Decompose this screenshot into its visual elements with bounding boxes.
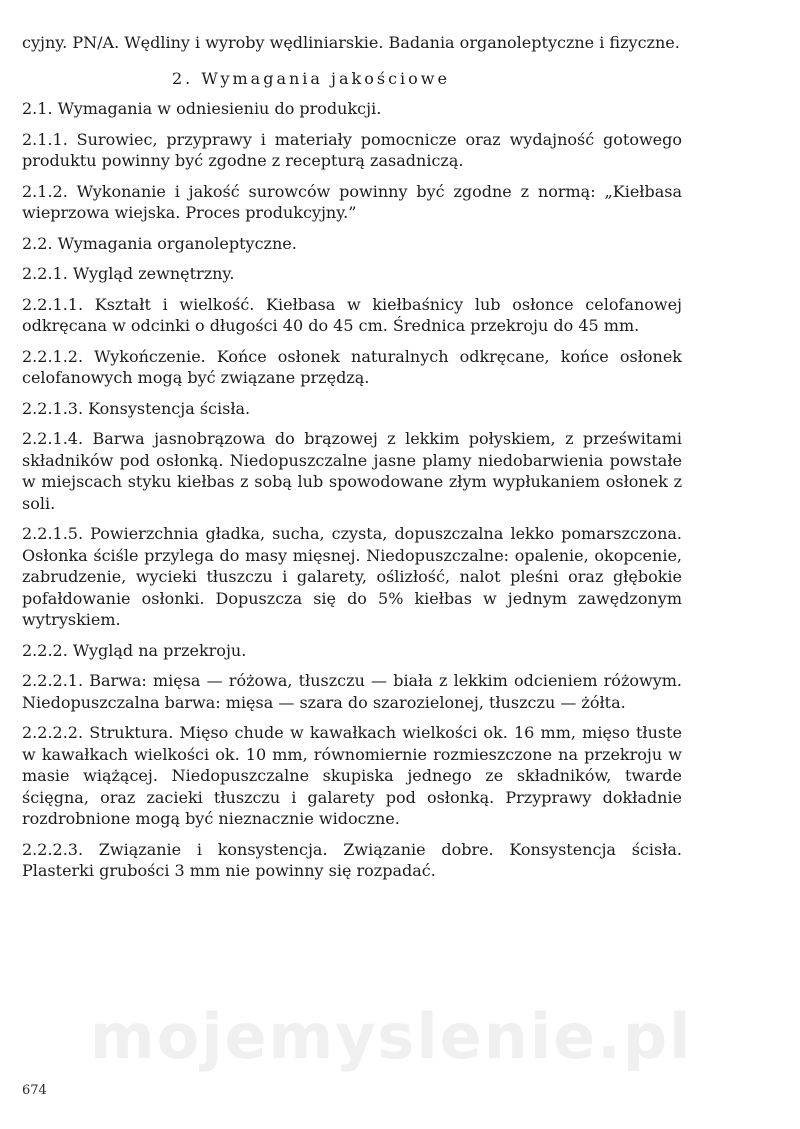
paragraph-2-2: 2.2. Wymagania organoleptyczne. (22, 233, 297, 253)
paragraph-2-2-1-2: 2.2.1.2. Wykończenie. Końce osłonek naturalnych odkręcane, końce osłonek celofanowych mogą być związane przędzą. (22, 346, 682, 387)
paragraph-2-1-2: 2.1.2. Wykonanie i jakość surowców powinny być zgodne z normą: „Kiełbasa wieprzowa wiejska. Proces produkcyjny.” (22, 181, 682, 222)
paragraph-2-2-2: 2.2.2. Wygląd na przekroju. (22, 640, 247, 660)
paragraph-2-1-1: 2.1.1. Surowiec, przyprawy i materiały pomocnicze oraz wydajność gotowego produktu powinny być zgodne z recepturą zasadniczą. (22, 129, 682, 170)
paragraph-2-2-2-1: 2.2.2.1. Barwa: mięsa — różowa, tłuszczu — biała z lekkim odcieniem różowym. Niedopuszczalna barwa: mięsa — szara do szarozielonej, tłuszczu — żółta. (22, 671, 682, 712)
paragraph-2-2-1-3: 2.2.1.3. Konsystencja ścisła. (22, 398, 251, 418)
paragraph-2-2-1-1: 2.2.1.1. Kształt i wielkość. Kiełbasa w kiełbaśnicy lub osłonce celofanowej odkręcana w odcinki o długości 40 do 45 cm. Średnica przekroju do 45 mm. (22, 294, 682, 335)
paragraph-2-2-2-3: 2.2.2.3. Związanie i konsystencja. Związanie dobre. Konsystencja ścisła. Plasterki grubości 3 mm nie powinny się rozpadać. (22, 839, 682, 880)
document-page (22, 32, 682, 891)
watermark: mojemyslenie.pl (90, 1000, 693, 1073)
paragraph-2-2-1: 2.2.1. Wygląd zewnętrzny. (22, 264, 235, 283)
paragraph-2-2-1-4: 2.2.1.4. Barwa jasnobrązowa do brązowej z lekkim połyskiem, z prześwitami składników pod osłonką. Niedopuszczalne jasne plamy niedobarwienia powstałe w miejscach styku kiełbas z sobą lub spowodowane złym wypłukaniem osłonek z soli. (22, 429, 682, 513)
paragraph-2-1: 2.1. Wymagania w odniesieniu do produkcji. (22, 99, 382, 118)
section-heading: 2. Wymagania jakościowe (172, 68, 450, 88)
paragraph-2-2-1-5: 2.2.1.5. Powierzchnia gładka, sucha, czysta, dopuszczalna lekko pomarszczona. Osłonka ściśle przylega do masy mięsnej. Niedopuszczalne: opalenie, okopcenie, zabrudzenie, wycieki tłuszczu i galarety, oślizłość, nalot pleśni oraz głębokie pofałdowanie osłonki. Dopuszcza się do 5% kiełbas w jednym zawędzonym wytryskiem. (22, 524, 682, 629)
paragraph-2-2-2-2: 2.2.2.2. Struktura. Mięso chude w kawałkach wielkości ok. 16 mm, mięso tłuste w kawałkach wielkości ok. 10 mm, równomiernie rozmieszczone na przekroju w masie wiążącej. Niedopuszczalne skupiska jednego ze składników, twarde ścięgna, oraz zacieki tłuszczu i galarety pod osłonką. Przyprawy dokładnie rozdrobnione mogą być nieznacznie widoczne. (22, 723, 682, 828)
page-number: 674 (22, 1083, 47, 1098)
paragraph-continuation: cyjny. PN/A. Wędliny i wyroby wędliniarskie. Badania organoleptyczne i fizyczne. (22, 33, 680, 52)
